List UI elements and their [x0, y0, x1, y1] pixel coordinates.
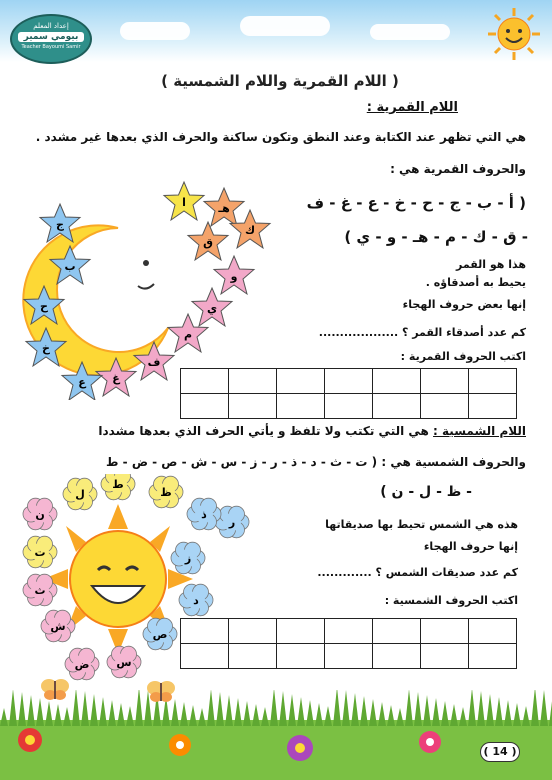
butterfly-icon	[146, 678, 176, 704]
grass-blade	[369, 699, 377, 726]
flower-letter-label: ت	[34, 546, 46, 559]
cloud	[370, 24, 450, 40]
page-title: ( اللام القمرية واللام الشمسية )	[161, 72, 399, 90]
star-letter-label: ح	[40, 300, 48, 313]
star-letter-label: ج	[56, 218, 64, 231]
answer-cell[interactable]	[421, 619, 469, 644]
star-letter-label: خ	[42, 342, 50, 355]
answer-cell[interactable]	[325, 644, 373, 669]
flower-letter	[23, 498, 57, 530]
grass-blade	[405, 690, 413, 726]
flower-letter	[187, 498, 221, 530]
answer-cell[interactable]	[373, 619, 421, 644]
answer-cell[interactable]	[277, 394, 325, 419]
star-letter-label: ق	[203, 236, 213, 249]
grass-blade	[342, 690, 350, 726]
answer-cell[interactable]	[325, 394, 373, 419]
grass-blade	[207, 690, 215, 726]
star-letter-label: ي	[206, 302, 218, 315]
flower-letter	[101, 474, 135, 500]
grass-blade	[387, 705, 395, 726]
flower-letter	[171, 542, 205, 574]
answer-cell[interactable]	[373, 369, 421, 394]
grass-blade	[477, 691, 485, 726]
grass-blade	[108, 700, 116, 726]
answer-cell[interactable]	[277, 619, 325, 644]
flower-letter-label: ن	[35, 508, 45, 521]
sun-letters-label: والحروف الشمسية هي :	[381, 455, 526, 469]
grass-blade	[126, 706, 134, 726]
answer-cell[interactable]	[469, 619, 517, 644]
flower-letter-label: ص	[152, 628, 168, 641]
grass-blade	[234, 698, 242, 726]
grass-footer	[0, 690, 552, 780]
answer-cell[interactable]	[421, 369, 469, 394]
answer-cell[interactable]	[373, 394, 421, 419]
grass-blade	[459, 707, 467, 726]
star-letter-label: ف	[147, 356, 161, 369]
grass-blade	[360, 696, 368, 726]
flower-letter-label: س	[116, 656, 132, 669]
grass-blade	[297, 697, 305, 726]
answer-cell[interactable]	[373, 644, 421, 669]
star-letter-label: و	[230, 270, 238, 283]
moon-question: كم عدد أصدقاء القمر ؟ ...................	[318, 326, 526, 339]
star-letter-label: ع	[78, 376, 86, 389]
grass-blade	[36, 698, 44, 726]
moon-letters-label: والحروف القمرية هي :	[390, 162, 526, 176]
grass-blade	[180, 702, 188, 726]
grass-blade	[81, 691, 89, 726]
flower-letter	[179, 584, 213, 616]
grass-blade	[261, 707, 269, 726]
grass-blade	[225, 695, 233, 726]
grass-blade	[0, 708, 8, 726]
grass-blade	[450, 704, 458, 726]
flower-letter-label: ض	[74, 658, 90, 671]
answer-cell[interactable]	[421, 644, 469, 669]
star-letter-label: ا	[182, 196, 186, 209]
flower-letter-label: ظ	[160, 486, 172, 499]
moon-letters-line1: ( أ - ب - ج - ح - خ - ع - غ - ف	[306, 194, 526, 212]
grass-blade	[270, 690, 278, 726]
grass-blade	[54, 704, 62, 726]
answer-cell[interactable]	[325, 619, 373, 644]
answer-cell[interactable]	[469, 644, 517, 669]
flower-letter-label: ل	[75, 488, 85, 501]
flower-letter-label: د	[193, 594, 199, 607]
grass-blade	[540, 690, 548, 726]
star-letter	[214, 256, 254, 294]
grass-blade	[90, 694, 98, 726]
grass-blade	[315, 703, 323, 726]
star-letter-label: هـ	[218, 202, 230, 215]
sun-write-label: اكتب الحروف الشمسية :	[384, 594, 518, 607]
grass-blade	[243, 701, 251, 726]
star-letter-label: م	[183, 328, 193, 341]
star-letter	[192, 288, 232, 326]
grass-blade	[216, 692, 224, 726]
grass-blade	[72, 690, 80, 726]
flower-letter	[107, 646, 141, 678]
grass-blade	[441, 701, 449, 726]
sun-caption-1: هذه هي الشمس تحيط بها صديقاتها	[325, 518, 518, 531]
answer-cell[interactable]	[277, 369, 325, 394]
answer-cell[interactable]	[325, 369, 373, 394]
answer-cell[interactable]	[421, 394, 469, 419]
star-letter	[164, 182, 204, 220]
moon-write-label: اكتب الحروف القمرية :	[400, 350, 526, 363]
grass-blade	[27, 695, 35, 726]
answer-cell[interactable]	[469, 394, 517, 419]
moon-caption-2: يحيط به أصدقاؤه .	[425, 276, 526, 289]
sun-letters-row	[106, 455, 526, 469]
butterfly-icon	[40, 676, 70, 702]
grass-blade	[9, 690, 17, 726]
flower-letter-label: ر	[228, 516, 236, 529]
grass-blade	[423, 695, 431, 726]
star-letter-label: ب	[64, 260, 76, 273]
grass-blade	[45, 701, 53, 726]
moon-stars-illustration	[18, 168, 276, 400]
moon-caption-1: هذا هو القمر	[456, 258, 526, 271]
grass-blade	[135, 690, 143, 726]
star-letter	[204, 188, 244, 226]
grass-blade	[198, 708, 206, 726]
sun-heading: اللام الشمسية :	[433, 424, 526, 438]
moon-definition: هي التي تظهر عند الكتابة وعند النطق وتكون ساكنة والحرف الذي بعدها غير مشدد .	[35, 130, 526, 144]
sun-caption-2: إنها حروف الهجاء	[423, 540, 518, 553]
grass-blade	[324, 706, 332, 726]
sun-letters-line2: - ظ - ل - ن )	[380, 484, 472, 500]
sun-flowers-illustration	[18, 474, 268, 686]
grass-blade	[432, 698, 440, 726]
sun-icon	[486, 6, 542, 62]
grass-blade	[279, 691, 287, 726]
grass-blade	[306, 700, 314, 726]
sun-letters-line1: ( ت - ث - د - ذ - ر - ز - س - ش - ص - ض - ط	[106, 455, 378, 469]
page-number: ( 14 )	[480, 742, 520, 762]
grass-blade	[378, 702, 386, 726]
flower-letter-label: ز	[184, 552, 192, 565]
flower-letter	[143, 618, 177, 650]
flower-letter	[149, 476, 183, 508]
flower-letter	[23, 536, 57, 568]
star-letter	[230, 210, 270, 248]
grass-blade	[522, 706, 530, 726]
grass-blade	[18, 692, 26, 726]
flower-letter-label: ذ	[201, 508, 207, 521]
flower-letter	[65, 648, 99, 680]
grass-blade	[252, 704, 260, 726]
star-letter	[188, 222, 228, 260]
moon-heading: اللام القمرية :	[366, 100, 458, 115]
sun-definition: هي التي تكتب ولا تلفظ و يأتي الحرف الذي بعدها مشددا	[98, 424, 429, 438]
moon-caption-3: إنها بعض حروف الهجاء	[402, 298, 526, 311]
star-letter-label: ك	[244, 224, 256, 237]
grass-blade	[117, 703, 125, 726]
grass-blade	[414, 692, 422, 726]
grass-blade	[99, 697, 107, 726]
grass-blade	[531, 690, 539, 726]
grass-blade	[63, 707, 71, 726]
grass-blade	[351, 693, 359, 726]
flower-letter-label: ث	[34, 584, 46, 597]
grass-blade	[513, 703, 521, 726]
flower-letter	[41, 610, 75, 642]
answer-cell[interactable]	[469, 369, 517, 394]
grass-blade	[486, 694, 494, 726]
sun-question: كم عدد صديقات الشمس ؟ .............	[317, 566, 518, 579]
teacher-badge: إعداد المعلم بيومي سمير Teacher Bayoumi Samir	[10, 14, 92, 64]
flower-letter	[63, 478, 97, 510]
flower-letter-label: ش	[50, 620, 66, 633]
cloud	[240, 16, 330, 36]
answer-cell[interactable]	[277, 644, 325, 669]
grass-blade	[189, 705, 197, 726]
grass-blade	[333, 690, 341, 726]
grass-blade	[504, 700, 512, 726]
cloud	[120, 22, 190, 40]
grass-blade	[288, 694, 296, 726]
grass-blade	[468, 690, 476, 726]
grass-blade	[495, 697, 503, 726]
flower-letter	[23, 574, 57, 606]
flower-letter-label: ط	[112, 478, 124, 491]
moon-letters-line2: - ق - ك - م - هـ - و - ي )	[344, 228, 528, 246]
sun-definition-row	[98, 424, 526, 438]
star-letter-label: غ	[112, 372, 120, 385]
grass-blade	[396, 708, 404, 726]
